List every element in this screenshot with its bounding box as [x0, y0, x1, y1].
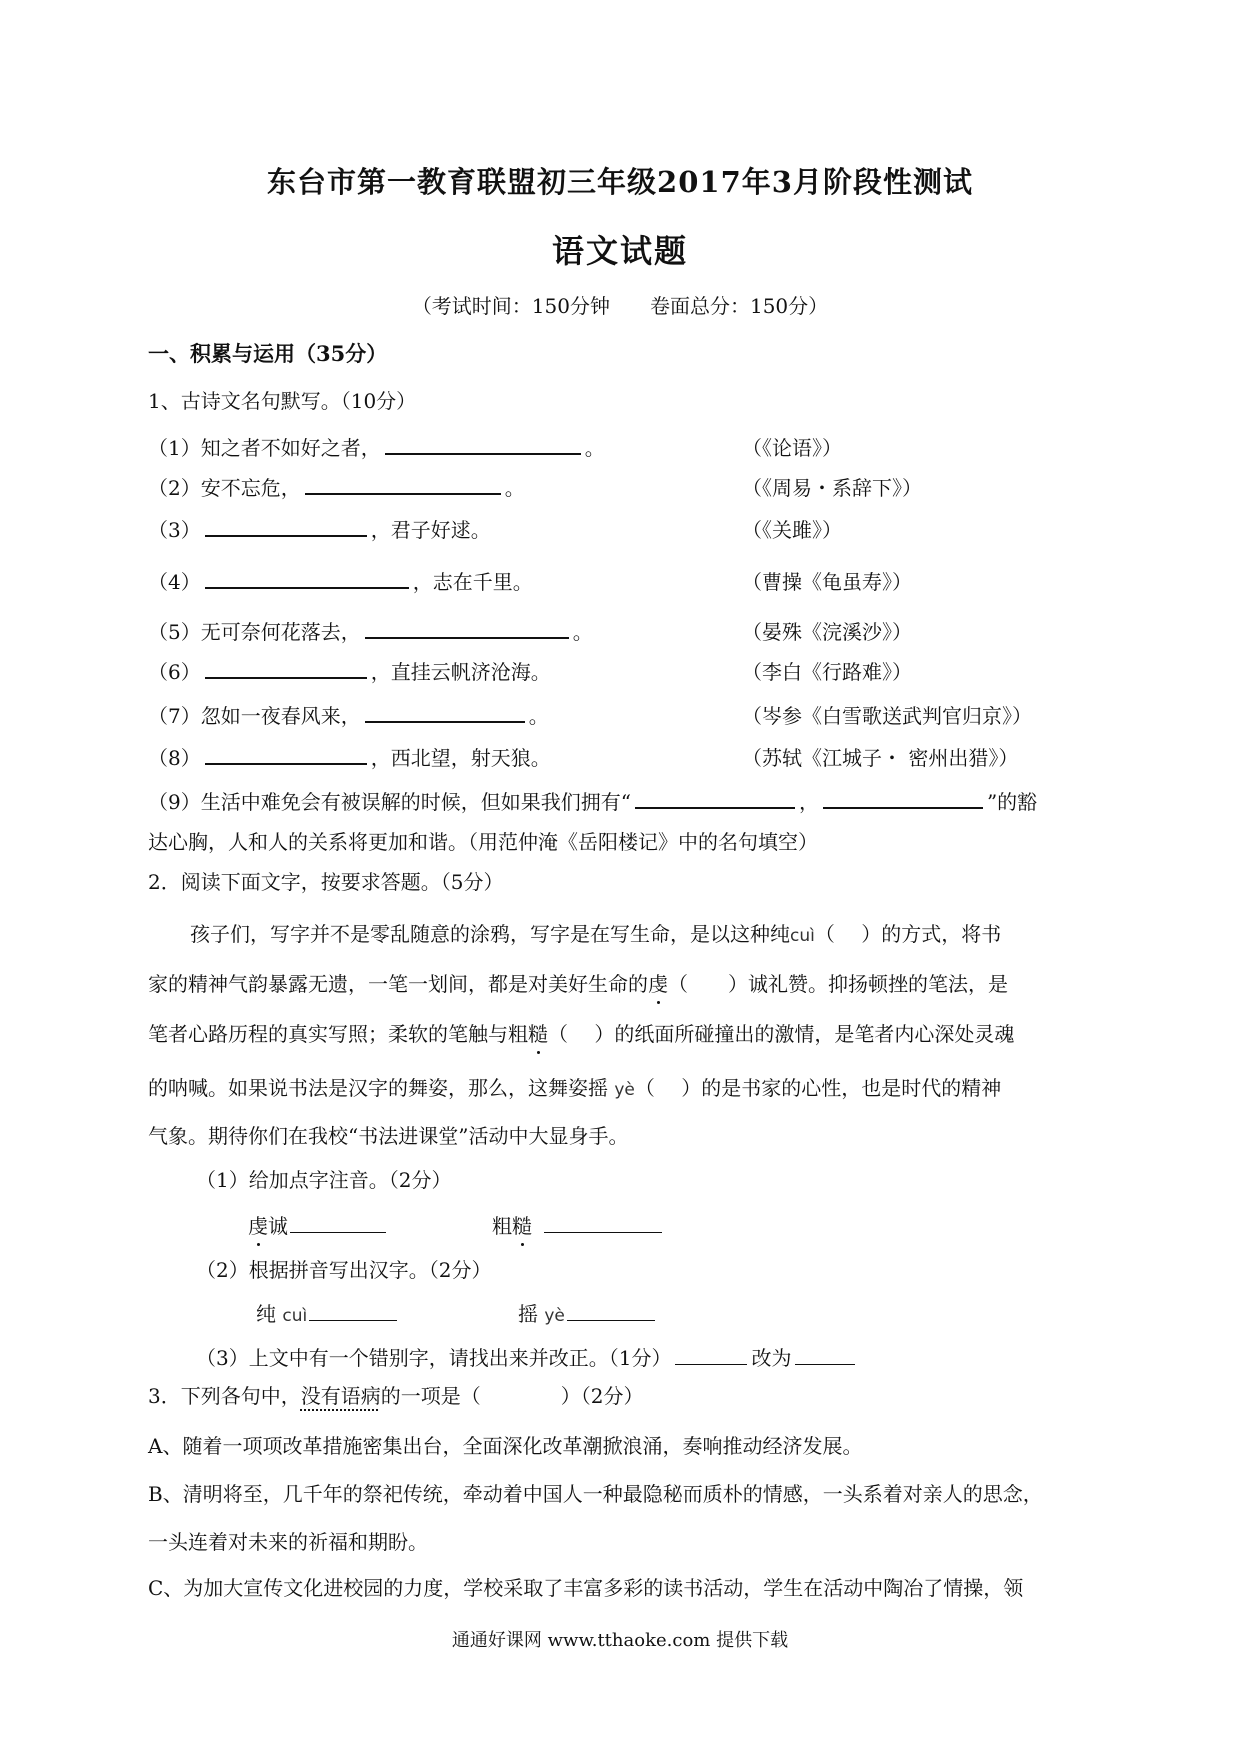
q1-item-8 [148, 742, 551, 771]
q1-item-1-pre: （1）知之者不如好之者， [148, 436, 381, 460]
q1-item-8-post: ，西北望，射天狼。 [370, 746, 551, 770]
q2-passage-text: 的呐喊。如果说书法是汉字的舞姿，那么，这舞姿摇 [148, 1076, 608, 1100]
q1-item-2 [148, 472, 525, 501]
q2-sub-2-blank-a[interactable] [309, 1300, 397, 1321]
q2-sub-1: （1）给加点字注音。（2分） [196, 1168, 452, 1192]
q1-item-7-pre: （7）忽如一夜春风来， [148, 704, 361, 728]
q1-item-3 [148, 514, 491, 543]
q1-item-1-post: 。 [584, 436, 605, 460]
q1-item-5-source: （晏殊《浣溪沙》） [742, 620, 912, 644]
q2-sub-2: （2）根据拼音写出汉字。（2分） [196, 1258, 492, 1282]
question-2-title: 2．阅读下面文字，按要求答题。（5分） [148, 870, 504, 894]
q2-sub-2-answer-a [256, 1298, 401, 1327]
q2-dotted-char-cao: 糙 [528, 1018, 548, 1047]
q1-item-9-line2: 达心胸，人和人的关系将更加和谐。（用范仲淹《岳阳楼记》中的名句填空） [148, 830, 818, 854]
q1-item-2-blank[interactable] [305, 473, 501, 495]
exam-title: 东台市第一教育联盟初三年级2017年3月阶段性测试 [267, 165, 973, 199]
q3-emphasis: 没有语病 [300, 1384, 381, 1408]
q1-item-8-blank[interactable] [205, 743, 367, 765]
q2-sub-1-char: 粗 [492, 1214, 512, 1238]
q1-item-5-pre: （5）无可奈何花落去， [148, 620, 361, 644]
q1-item-7-source: （岑参《白雪歌送武判官归京》） [742, 704, 1032, 728]
q2-sub-3-blank-a[interactable] [675, 1344, 747, 1365]
q2-sub-3-text: 改为 [751, 1346, 792, 1370]
q1-item-6-post: ，直挂云帆济沧海。 [370, 660, 551, 684]
q1-item-4-source: （曹操《龟虽寿》） [742, 570, 912, 594]
q1-item-5-blank[interactable] [365, 617, 569, 639]
q2-passage-text: 笔者心路历程的真实写照；柔软的笔触与粗 [148, 1022, 528, 1046]
q1-item-9-line1 [148, 786, 1037, 815]
q2-sub-2-pinyin-ye: yè [544, 1306, 565, 1326]
q2-sub-1-dotted-qian: 虔 [248, 1210, 268, 1239]
q1-item-5 [148, 616, 593, 645]
q2-pinyin-ye: yè [614, 1080, 635, 1100]
q2-pinyin-cui: cuì [790, 926, 815, 946]
q2-passage-line-3 [148, 1018, 1098, 1047]
q3-title-text: 的一项是（ ）（2分） [380, 1384, 644, 1408]
q2-passage-text: 家的精神气韵暴露无遗，一笔一划间，都是对美好生命的 [148, 972, 648, 996]
q1-item-4-pre: （4） [148, 570, 201, 594]
q2-sub-1-char: 诚 [268, 1214, 288, 1238]
q1-item-7-blank[interactable] [365, 701, 525, 723]
q1-item-5-post: 。 [572, 620, 593, 644]
q2-sub-2-answer-b [518, 1298, 659, 1327]
q1-item-9-blank-2[interactable] [823, 787, 983, 809]
q2-sub-1-answer-a [248, 1210, 390, 1239]
q2-passage-line-4 [148, 1072, 1098, 1101]
footer-download-note: 通通好课网 www.tthaoke.com 提供下载 [451, 1630, 789, 1651]
q1-item-9-post: ”的豁 [986, 790, 1038, 814]
q2-sub-1-dotted-cao: 糙 [512, 1210, 532, 1239]
q2-sub-2-blank-b[interactable] [567, 1300, 655, 1321]
q1-item-2-pre: （2）安不忘危， [148, 476, 301, 500]
q1-item-1-blank[interactable] [385, 433, 581, 455]
q2-sub-2-pinyin-cui: cuì [282, 1306, 308, 1326]
q1-item-2-source: （《周易・系辞下》） [742, 476, 922, 500]
exam-info: （考试时间：150分钟 卷面总分：150分） [411, 294, 829, 318]
q1-item-6-source: （李白《行路难》） [742, 660, 912, 684]
q3-option-b-line-2: 一头连着对未来的祈福和期盼。 [148, 1530, 428, 1554]
q2-passage-line-1 [190, 918, 1140, 947]
q1-item-1-source: （《论语》） [742, 436, 842, 460]
q1-item-3-post: ，君子好逑。 [370, 518, 491, 542]
q3-option-a[interactable]: A、随着一项项改革措施密集出台，全面深化改革潮掀浪涌，奏响推动经济发展。 [148, 1434, 863, 1458]
q2-passage-line-5: 气象。期待你们在我校“书法进课堂”活动中大显身手。 [148, 1124, 629, 1148]
section-heading: 一、积累与运用（35分） [148, 341, 388, 366]
question-1-title: 1、古诗文名句默写。（10分） [148, 389, 417, 413]
q1-item-6-pre: （6） [148, 660, 201, 684]
q2-sub-1-blank-b[interactable] [544, 1212, 662, 1233]
q1-item-9-blank-1[interactable] [635, 787, 795, 809]
q2-sub-3 [196, 1342, 859, 1371]
q3-option-c-line-1[interactable]: C、为加大宣传文化进校园的力度，学校采取了丰富多彩的读书活动，学生在活动中陶冶了情操，领 [148, 1576, 1024, 1600]
exam-subject: 语文试题 [551, 232, 688, 270]
q1-item-6 [148, 656, 551, 685]
q2-sub-1-blank-a[interactable] [290, 1212, 386, 1233]
q2-sub-2-char: 摇 [518, 1302, 538, 1326]
q1-item-2-post: 。 [504, 476, 525, 500]
q1-item-4 [148, 566, 533, 595]
q2-sub-2-char: 纯 [256, 1302, 276, 1326]
q2-passage-text: （ ）的是书家的心性，也是时代的精神 [634, 1076, 1002, 1100]
q1-item-9-mid: ， [798, 790, 819, 814]
q1-item-7-post: 。 [528, 704, 549, 728]
q1-item-7 [148, 700, 549, 729]
q1-item-8-source: （苏轼《江城子・ 密州出猎》） [742, 746, 1019, 770]
q2-passage-line-2 [148, 968, 1098, 997]
q1-item-3-blank[interactable] [205, 515, 367, 537]
q2-dotted-char-qian: 虔 [648, 968, 668, 997]
q2-passage-text: （ ）的纸面所碰撞出的激情，是笔者内心深处灵魂 [548, 1022, 1015, 1046]
q1-item-3-source: （《关雎》） [742, 518, 842, 542]
q2-sub-1-answer-b [492, 1210, 666, 1239]
q2-sub-3-blank-b[interactable] [795, 1344, 855, 1365]
q2-passage-text: 孩子们，写字并不是零乱随意的涂鸦，写字是在写生命，是以这种纯 [190, 922, 790, 946]
q2-passage-text: （ ）的方式，将书 [814, 922, 1002, 946]
q1-item-6-blank[interactable] [205, 657, 367, 679]
q3-option-b-line-1[interactable]: B、清明将至，几千年的祭祀传统，牵动着中国人一种最隐秘而质朴的情感，一头系着对亲人的思念， [148, 1482, 1043, 1506]
q1-item-9-pre: （9）生活中难免会有被误解的时候，但如果我们拥有“ [148, 790, 631, 814]
q1-item-4-post: ，志在千里。 [412, 570, 533, 594]
question-3-title [148, 1380, 643, 1409]
q1-item-1 [148, 432, 605, 461]
q1-item-3-pre: （3） [148, 518, 201, 542]
q2-passage-text: （ ）诚礼赞。抑扬顿挫的笔法，是 [668, 972, 1008, 996]
q2-sub-3-text: （3）上文中有一个错别字，请找出来并改正。（1分） [196, 1346, 672, 1370]
q3-title-text: 3．下列各句中， [148, 1384, 301, 1408]
q1-item-8-pre: （8） [148, 746, 201, 770]
q1-item-4-blank[interactable] [205, 567, 409, 589]
